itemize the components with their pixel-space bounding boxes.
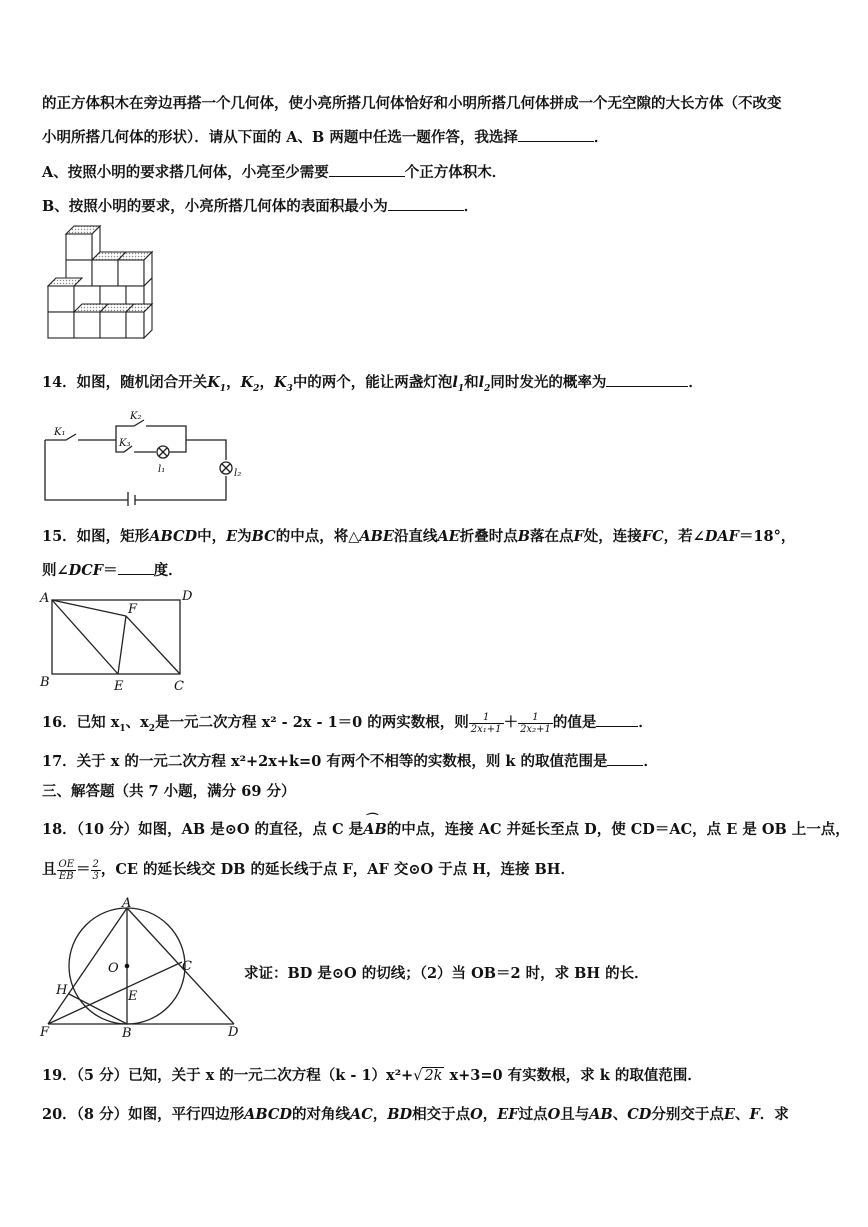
point-d-label: D — [182, 589, 193, 604]
point-c-label: C — [182, 959, 192, 974]
answer-blank[interactable] — [606, 372, 688, 388]
point-b-label: B — [40, 675, 50, 690]
cube-stack-figure — [44, 222, 154, 356]
question-17: 17．关于 x 的一元二次方程 x²+2x+k=0 有两个不相等的实数根，则 k 的取值范围是 ． — [42, 750, 658, 771]
point-e-label: E — [114, 679, 124, 694]
option-a: A、按照小明的要求搭几何体，小亮至少需要 个正方体积木． — [42, 161, 506, 182]
ratio-value: $\frac{2}{3}$ — [92, 858, 99, 882]
answer-blank[interactable] — [329, 162, 405, 178]
question-19: 19．（5 分）已知，关于 x 的一元二次方程（k - 1）x²+√ 2k x+3=0 有实数根，求 k 的取值范围． — [42, 1067, 702, 1084]
option-b: B、按照小明的要求，小亮所搭几何体的表面积最小为 ． — [42, 195, 478, 216]
fraction-1: $\frac{1}{\text{2x₁+1}}$ — [470, 711, 502, 735]
k2-label: K₂ — [130, 411, 142, 422]
section-3-heading: 三、解答题（共 7 小题，满分 69 分） — [42, 783, 296, 800]
point-a-label: A — [122, 896, 132, 911]
point-d-label: D — [228, 1025, 239, 1039]
l2-label: l₂ — [234, 468, 242, 479]
circuit-figure — [40, 406, 250, 510]
ratio-fraction: $\frac{OE}{EB}$ — [58, 858, 74, 882]
l1-label: l₁ — [158, 464, 166, 475]
fraction-2: $\frac{1}{\text{2x₂+1}}$ — [520, 711, 551, 735]
point-f-label: F — [128, 602, 138, 617]
answer-blank[interactable] — [518, 127, 594, 143]
question-16: 16．已知 $x_1$、$x_2$是一元二次方程 x² - 2x - 1＝0 的两实数根，则 $\frac{1}{\text{2x₁+1}}$ ＋ $\frac{1}{\text{2x₂+1}}$ 的值是 ． — [42, 711, 653, 735]
circle-tangent-figure — [38, 894, 243, 1043]
question-18-line-1: 18．（10 分）如图，AB 是⊙O 的直径，点 C 是⌒ AB的中点，连接 AC 并延长至点 D，使 CD＝AC，点 E 是 OB 上一点， — [42, 818, 850, 839]
point-o-label: O — [108, 961, 119, 976]
point-h-label: H — [56, 983, 68, 998]
intro-line-2: 小明所搭几何体的形状）．请从下面的 A、B 两题中任选一题作答，我选择 ． — [42, 126, 608, 147]
question-18-proof-prompt: 求证：BD 是⊙O 的切线；（2）当 OB＝2 时，求 BH 的长． — [244, 965, 649, 982]
question-15-line-1: 15．如图，矩形ABCD中，E为BC的中点，将△ABE沿直线AE折叠时点B落在点F处，连接FC，若∠DAF＝18°， — [42, 528, 796, 545]
question-14: 14．如图，随机闭合开关$K_1$，$K_2$，$K_3$中的两个，能让两盏灯泡$l_1$和$l_2$同时发光的概率为 ． — [42, 371, 703, 394]
point-c-label: C — [174, 679, 184, 694]
point-b-label: B — [122, 1026, 132, 1039]
rectangle-fold-figure — [38, 588, 208, 700]
answer-blank[interactable] — [118, 560, 154, 576]
point-f-label: F — [40, 1025, 50, 1039]
question-15-line-2: 则∠DCF＝ 度． — [42, 559, 183, 580]
question-18-line-2: 且 $\frac{OE}{EB}$ ＝ $\frac{2}{3}$ ，CE 的延长线交 DB 的延长线于点 F，AF 交⊙O 于点 H，连接 BH． — [42, 858, 575, 882]
answer-blank[interactable] — [596, 712, 638, 728]
point-e-label: E — [128, 989, 138, 1004]
intro-line-1: 的正方体积木在旁边再搭一个几何体，使小亮所搭几何体恰好和小明所搭几何体拼成一个无空隙的大长方体（不改变 — [42, 95, 782, 112]
k1-label: K₁ — [54, 427, 66, 438]
point-a-label: A — [40, 591, 50, 606]
question-20: 20．（8 分）如图，平行四边形ABCD的对角线AC，BD相交于点O，EF过点O且与AB、CD分别交于点E、F．求 — [42, 1106, 789, 1123]
answer-blank[interactable] — [388, 196, 464, 212]
k3-label: K₃ — [119, 438, 131, 449]
answer-blank[interactable] — [607, 751, 643, 767]
